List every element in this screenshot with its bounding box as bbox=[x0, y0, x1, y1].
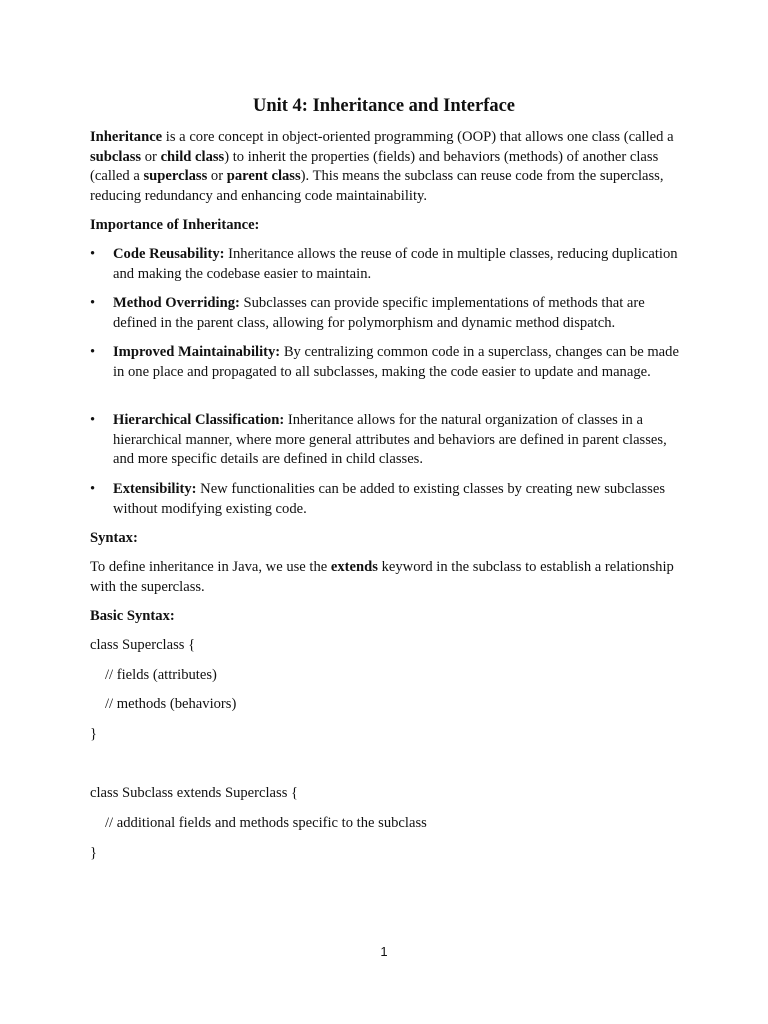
syntax-paragraph: To define inheritance in Java, we use the extends keyword in the subclass to establish a relationship with the superclass. bbox=[90, 559, 674, 595]
term-superclass: superclass bbox=[143, 168, 208, 184]
code-line: // additional fields and methods specific to the subclass bbox=[105, 815, 427, 831]
term-parent-class: parent class bbox=[226, 168, 301, 184]
bullet-dot: • bbox=[90, 295, 96, 311]
bullet-text: Code Reusability: Inheritance allows the reuse of code in multiple classes, reducing duplication and making the codebase easier to maintain. bbox=[113, 246, 678, 282]
bullet-text: Improved Maintainability: By centralizing common code in a superclass, changes can be made in one place and propagated to all subclasses, making the code easier to update and manage. bbox=[113, 344, 679, 380]
code-line: } bbox=[90, 845, 98, 861]
bullet-term: Hierarchical Classification: bbox=[113, 412, 285, 428]
code-line: // methods (behaviors) bbox=[105, 696, 237, 712]
bullet-item-method-overriding bbox=[90, 294, 688, 333]
syntax-heading: Syntax: bbox=[90, 530, 138, 546]
bullet-item-code-reusability bbox=[90, 245, 688, 284]
bullet-term: Extensibility: bbox=[113, 481, 197, 497]
bullet-item-extensibility bbox=[90, 480, 688, 519]
bullet-dot: • bbox=[90, 246, 96, 262]
code-line: } bbox=[90, 726, 98, 742]
bullet-dot: • bbox=[90, 412, 96, 428]
code-line: // fields (attributes) bbox=[105, 667, 217, 683]
bullet-item-improved-maintainability bbox=[90, 343, 688, 382]
code-line: class Superclass { bbox=[90, 637, 196, 653]
term-inheritance: Inheritance bbox=[90, 129, 163, 145]
page-number: 1 bbox=[380, 944, 388, 959]
bullet-text: Hierarchical Classification: Inheritance allows for the natural organization of classes in a hierarchical manner, where more general attributes and behaviors are defined in parent classes, and more specific details are defined in child classes. bbox=[113, 412, 667, 467]
bullet-dot: • bbox=[90, 344, 96, 360]
bullet-item-hierarchical-classification bbox=[90, 411, 688, 470]
term-child-class: child class bbox=[160, 148, 225, 165]
bullet-term: Code Reusability: bbox=[113, 246, 225, 262]
page-title: Unit 4: Inheritance and Interface bbox=[252, 96, 516, 116]
bullet-term: Improved Maintainability: bbox=[113, 344, 281, 360]
term-subclass: subclass bbox=[90, 148, 142, 165]
basic-syntax-heading: Basic Syntax: bbox=[90, 608, 175, 624]
importance-heading: Importance of Inheritance: bbox=[90, 217, 260, 233]
bullet-term: Method Overriding: bbox=[113, 295, 240, 311]
bullet-dot: • bbox=[90, 481, 96, 497]
intro-paragraph: Inheritance is a core concept in object-oriented programming (OOP) that allows one class (called a subclass or child class) to inherit the properties (fields) and behaviors (methods) of another class (called a superclass or parent class). This means the subclass can reuse code from the superclass, reducing redundancy and enhancing code maintainability. bbox=[90, 129, 674, 204]
keyword-extends: extends bbox=[330, 559, 378, 575]
bullet-text: Method Overriding: Subclasses can provide specific implementations of methods that are defined in the parent class, allowing for polymorphism and dynamic method dispatch. bbox=[113, 295, 645, 331]
bullet-text: Extensibility: New functionalities can be added to existing classes by creating new subclasses without modifying existing code. bbox=[113, 481, 665, 517]
code-line: class Subclass extends Superclass { bbox=[90, 785, 299, 801]
